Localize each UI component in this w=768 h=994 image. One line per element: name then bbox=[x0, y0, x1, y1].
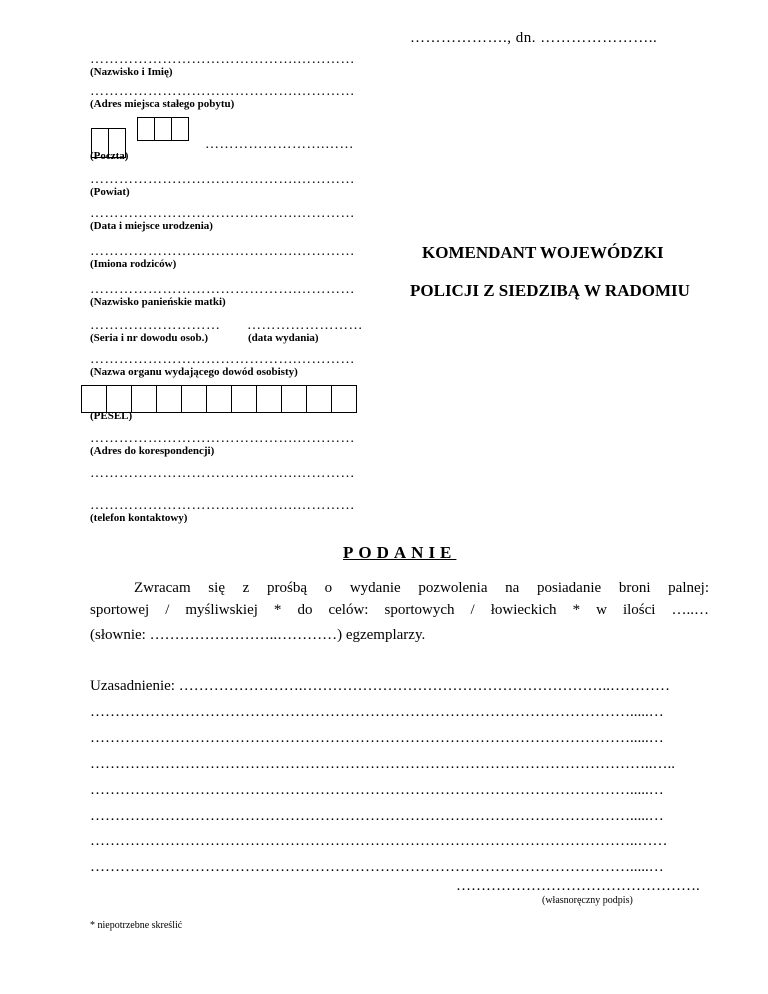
correspondence-field-2[interactable]: …………………………………….………… bbox=[90, 466, 355, 481]
body-line-1: Zwracam się z prośbą o wydanie pozwolenia na posiadanie broni palnej: bbox=[134, 580, 709, 596]
signature-label: (własnoręczny podpis) bbox=[542, 895, 633, 906]
pesel-box[interactable] bbox=[206, 385, 232, 413]
name-label: (Nazwisko i Imię) bbox=[90, 66, 173, 78]
district-label: (Powiat) bbox=[90, 186, 130, 198]
postal-box[interactable] bbox=[154, 117, 172, 141]
correspondence-label: (Adres do korespondencji) bbox=[90, 445, 215, 457]
pesel-boxes[interactable] bbox=[82, 385, 357, 413]
parents-label: (Imiona rodziców) bbox=[90, 258, 177, 270]
post-office-field[interactable]: …………………….…… bbox=[205, 137, 354, 152]
pesel-box[interactable] bbox=[81, 385, 107, 413]
post-label: (Poczta) bbox=[90, 150, 129, 162]
correspondence-field[interactable]: …………………………………….………… bbox=[90, 431, 355, 446]
document-title: PODANIE bbox=[343, 543, 457, 562]
justification-line[interactable]: …………………………………………………………………………………………………..….. bbox=[90, 756, 675, 772]
pesel-box[interactable] bbox=[106, 385, 132, 413]
id-date-field[interactable]: …………………… bbox=[247, 318, 363, 333]
justification-line[interactable]: ………………………………………………………………………………………………..…… bbox=[90, 833, 668, 849]
name-field[interactable]: …………………………………….………… bbox=[90, 52, 355, 67]
issuer-label: (Nazwa organu wydającego dowód osobisty) bbox=[90, 366, 298, 378]
recipient-line-1: KOMENDANT WOJEWÓDZKI bbox=[422, 243, 664, 262]
pesel-label: (PESEL) bbox=[90, 410, 133, 422]
justification-line[interactable]: ……………………………………………………………………………………………….....… bbox=[90, 859, 664, 875]
parents-field[interactable]: …………………………………….………… bbox=[90, 244, 355, 259]
pesel-box[interactable] bbox=[281, 385, 307, 413]
justification-line[interactable]: ……………………………………………………………………………………………….....… bbox=[90, 808, 664, 824]
birth-field[interactable]: …………………………………….………… bbox=[90, 206, 355, 221]
maiden-name-label: (Nazwisko panieńskie matki) bbox=[90, 296, 226, 308]
pesel-box[interactable] bbox=[181, 385, 207, 413]
district-field[interactable]: …………………………………….………… bbox=[90, 172, 355, 187]
date-line[interactable]: ………………., dn. ………………….. bbox=[410, 30, 658, 46]
pesel-box[interactable] bbox=[131, 385, 157, 413]
id-series-field[interactable]: ……………………… bbox=[90, 318, 221, 333]
pesel-box[interactable] bbox=[156, 385, 182, 413]
pesel-box[interactable] bbox=[331, 385, 357, 413]
justification-line[interactable]: ……………………………………………………………………………………………….....… bbox=[90, 704, 664, 720]
body-line-2: sportowej / myśliwskiej * do celów: sportowych / łowieckich * w ilości …..… bbox=[90, 602, 709, 618]
justification-line[interactable]: ……………………………………………………………………………………………….....… bbox=[90, 782, 664, 798]
maiden-name-field[interactable]: …………………………………….………… bbox=[90, 282, 355, 297]
birth-label: (Data i miejsce urodzenia) bbox=[90, 220, 213, 232]
postal-box[interactable] bbox=[171, 117, 189, 141]
phone-label: (telefon kontaktowy) bbox=[90, 512, 188, 524]
phone-field[interactable]: …………………………………….………… bbox=[90, 498, 355, 513]
pesel-box[interactable] bbox=[256, 385, 282, 413]
address-field[interactable]: …………………………………….………… bbox=[90, 84, 355, 99]
postal-code-suffix-boxes[interactable] bbox=[138, 117, 189, 141]
pesel-box[interactable] bbox=[231, 385, 257, 413]
postal-box[interactable] bbox=[137, 117, 155, 141]
id-date-label: (data wydania) bbox=[248, 332, 319, 344]
justification-first-line[interactable]: Uzasadnienie: …………………….……………………………………………………..………… bbox=[90, 678, 670, 694]
issuer-field[interactable]: …………………………………….………… bbox=[90, 352, 355, 367]
footnote: * niepotrzebne skreślić bbox=[90, 920, 183, 931]
justification-line[interactable]: ……………………………………………………………………………………………….....… bbox=[90, 730, 664, 746]
id-series-label: (Seria i nr dowodu osob.) bbox=[90, 332, 209, 344]
address-label: (Adres miejsca stałego pobytu) bbox=[90, 98, 235, 110]
recipient-line-2: POLICJI Z SIEDZIBĄ W RADOMIU bbox=[410, 281, 690, 300]
body-line-3: (słownie: ……………………..…………) egzemplarzy. bbox=[90, 627, 426, 643]
pesel-box[interactable] bbox=[306, 385, 332, 413]
signature-field[interactable]: …………………………………………. bbox=[456, 878, 700, 894]
